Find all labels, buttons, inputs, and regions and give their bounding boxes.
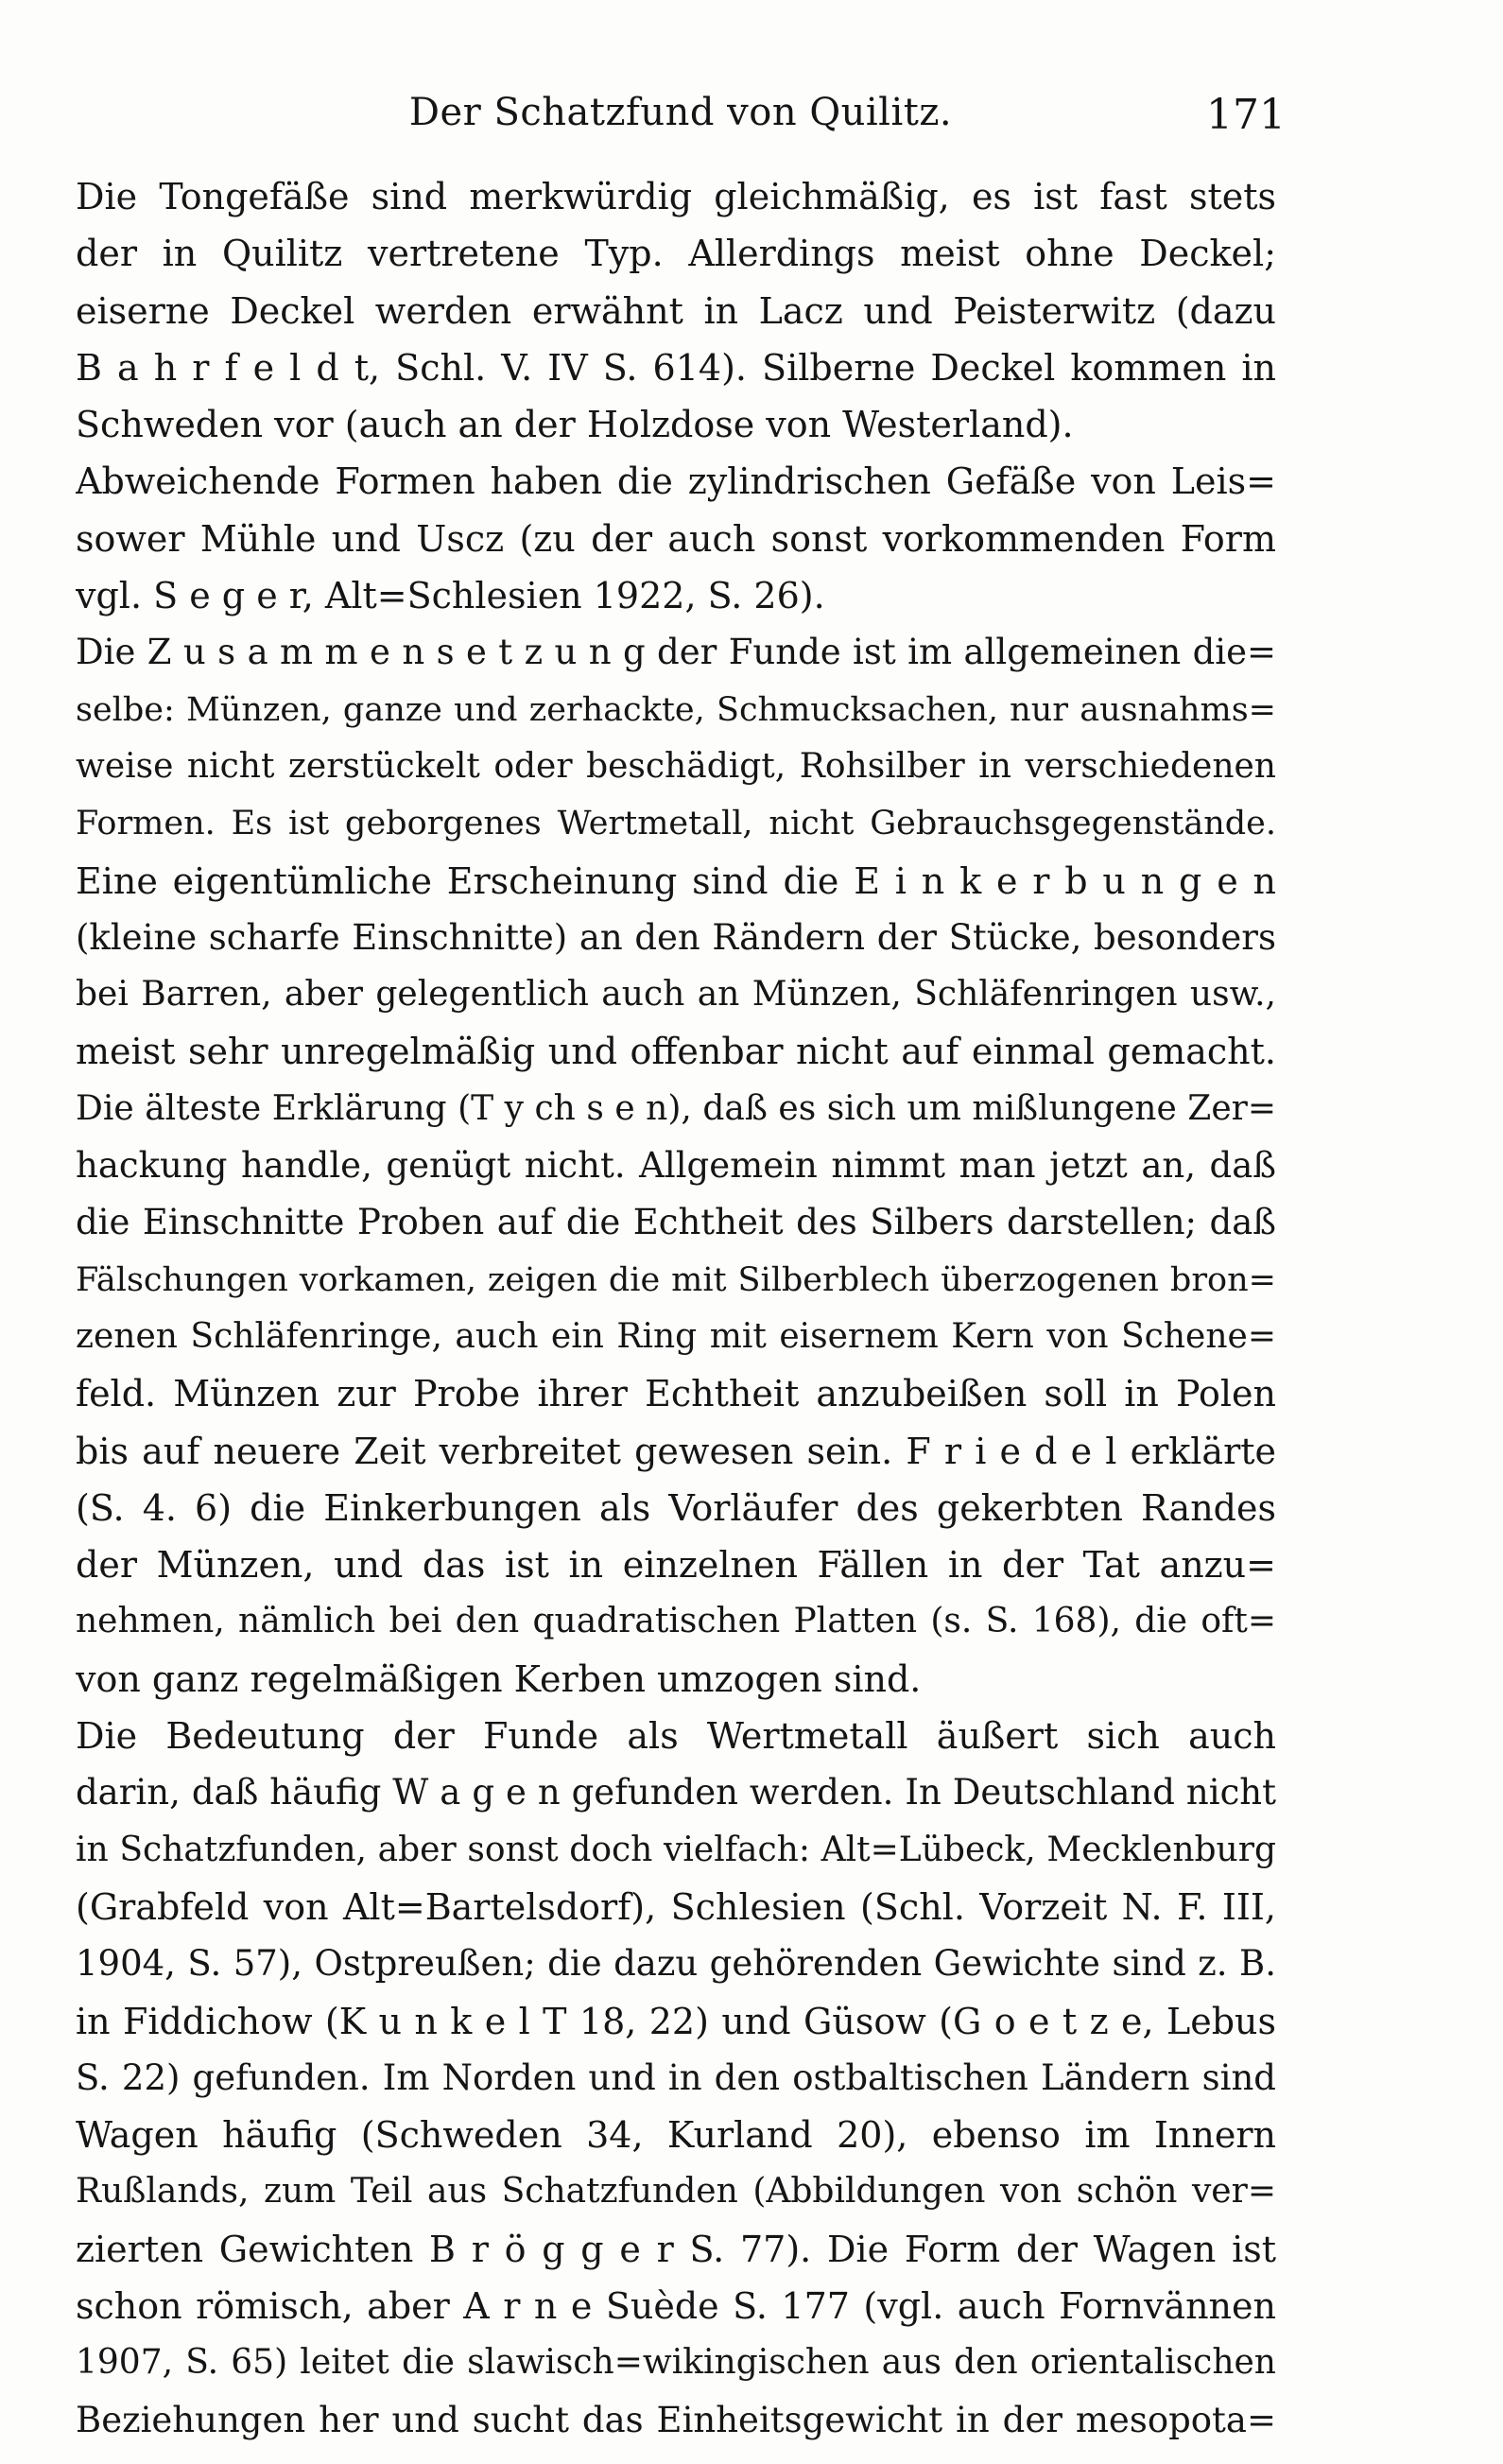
text-line: bei Barren, aber gelegentlich auch an Münzen, Schläfenringen usw., xyxy=(76,975,1276,1015)
text-line: zenen Schläfenringe, auch ein Ring mit eisernem Kern von Schene= xyxy=(76,1316,1276,1356)
text-line: meist sehr unregelmäßig und offenbar nicht auf einmal gemacht. xyxy=(76,1031,1276,1073)
running-title: Der Schatzfund von Quilitz. xyxy=(408,91,953,134)
text-line: von ganz regelmäßigen Kerben umzogen sind. xyxy=(76,1657,922,1700)
text-line: (kleine scharfe Einschnitte) an den Rändern der Stücke, besonders xyxy=(76,916,1276,958)
text-line: B a h r f e l d t, Schl. V. IV S. 614). Silberne Deckel kommen in xyxy=(76,346,1276,389)
text-line: in Fiddichow (K u n k e l T 18, 22) und Güsow (G o e t z e, Lebus xyxy=(76,2000,1276,2042)
body-text xyxy=(76,168,1276,2449)
text-line: bis auf neuere Zeit verbreitet gewesen sein. F r i e d e l erklärte xyxy=(76,1430,1276,1472)
text-line: 1907, S. 65) leitet die slawisch=wikingischen aus den orientalischen xyxy=(76,2343,1276,2383)
text-line: selbe: Münzen, ganze und zerhackte, Schmucksachen, nur ausnahms= xyxy=(76,690,1276,729)
text-line: feld. Münzen zur Probe ihrer Echtheit anzubeißen soll in Polen xyxy=(76,1373,1276,1415)
text-line: Die Tongefäße sind merkwürdig gleichmäßig, es ist fast stets xyxy=(76,176,1276,217)
text-line: vgl. S e g e r, Alt=Schlesien 1922, S. 26). xyxy=(76,575,825,617)
text-line: eiserne Deckel werden erwähnt in Lacz und Peisterwitz (dazu xyxy=(76,289,1276,332)
text-line: Die älteste Erklärung (T y ch s e n), daß es sich um mißlungene Zer= xyxy=(76,1088,1276,1128)
text-line: nehmen, nämlich bei den quadratischen Platten (s. S. 168), die oft= xyxy=(76,1602,1276,1641)
text-line: Eine eigentümliche Erscheinung sind die E i n k e r b u n g e n xyxy=(76,859,1276,902)
text-line: Formen. Es ist geborgenes Wertmetall, nicht Gebrauchsgegenstände. xyxy=(76,805,1276,843)
page-header xyxy=(76,91,1286,147)
text-line: der in Quilitz vertretene Typ. Allerdings meist ohne Deckel; xyxy=(76,233,1276,275)
text-line: Die Bedeutung der Funde als Wertmetall äußert sich auch xyxy=(76,1715,1276,1758)
text-line: schon römisch, aber A r n e Suède S. 177 (vgl. auch Fornvännen xyxy=(76,2284,1276,2327)
text-line: Fälschungen vorkamen, zeigen die mit Silberblech überzogenen bron= xyxy=(76,1260,1276,1299)
text-line: Rußlands, zum Teil aus Schatzfunden (Abbildungen von schön ver= xyxy=(76,2172,1276,2212)
text-line: Wagen häufig (Schweden 34, Kurland 20), ebenso im Innern xyxy=(76,2114,1276,2157)
text-line: hackung handle, genügt nicht. Allgemein nimmt man jetzt an, daß xyxy=(76,1145,1276,1187)
text-line: Beziehungen her und sucht das Einheitsgewicht in der mesopota= xyxy=(76,2399,1276,2440)
text-line: der Münzen, und das ist in einzelnen Fällen in der Tat anzu= xyxy=(76,1544,1276,1587)
text-line: die Einschnitte Proben auf die Echtheit des Silbers darstellen; daß xyxy=(76,1202,1276,1243)
text-line: (S. 4. 6) die Einkerbungen als Vorläufer des gekerbten Randes xyxy=(76,1486,1276,1529)
text-line: sower Mühle und Uscz (zu der auch sonst vorkommenden Form xyxy=(76,517,1276,560)
text-line: 1904, S. 57), Ostpreußen; die dazu gehörenden Gewichte sind z. B. xyxy=(76,1943,1276,1985)
text-line: Abweichende Formen haben die zylindrischen Gefäße von Leis= xyxy=(76,460,1276,503)
text-line: darin, daß häufig W a g e n gefunden werden. In Deutschland nicht xyxy=(76,1772,1276,1813)
text-line: weise nicht zerstückelt oder beschädigt, Rohsilber in verschiedenen xyxy=(76,746,1276,786)
page-number: 171 xyxy=(1206,91,1286,139)
text-line: Die Z u s a m m e n s e t z u n g der Funde ist im allgemeinen die= xyxy=(76,632,1276,673)
text-line: (Grabfeld von Alt=Bartelsdorf), Schlesien (Schl. Vorzeit N. F. III, xyxy=(76,1885,1276,1928)
text-line: zierten Gewichten B r ö g g e r S. 77). Die Form der Wagen ist xyxy=(76,2228,1276,2270)
text-line: in Schatzfunden, aber sonst doch vielfach: Alt=Lübeck, Mecklenburg xyxy=(76,1830,1276,1869)
text-line: S. 22) gefunden. Im Norden und in den ostbaltischen Ländern sind xyxy=(76,2056,1276,2098)
text-line: Schweden vor (auch an der Holzdose von Westerland). xyxy=(76,404,1074,446)
